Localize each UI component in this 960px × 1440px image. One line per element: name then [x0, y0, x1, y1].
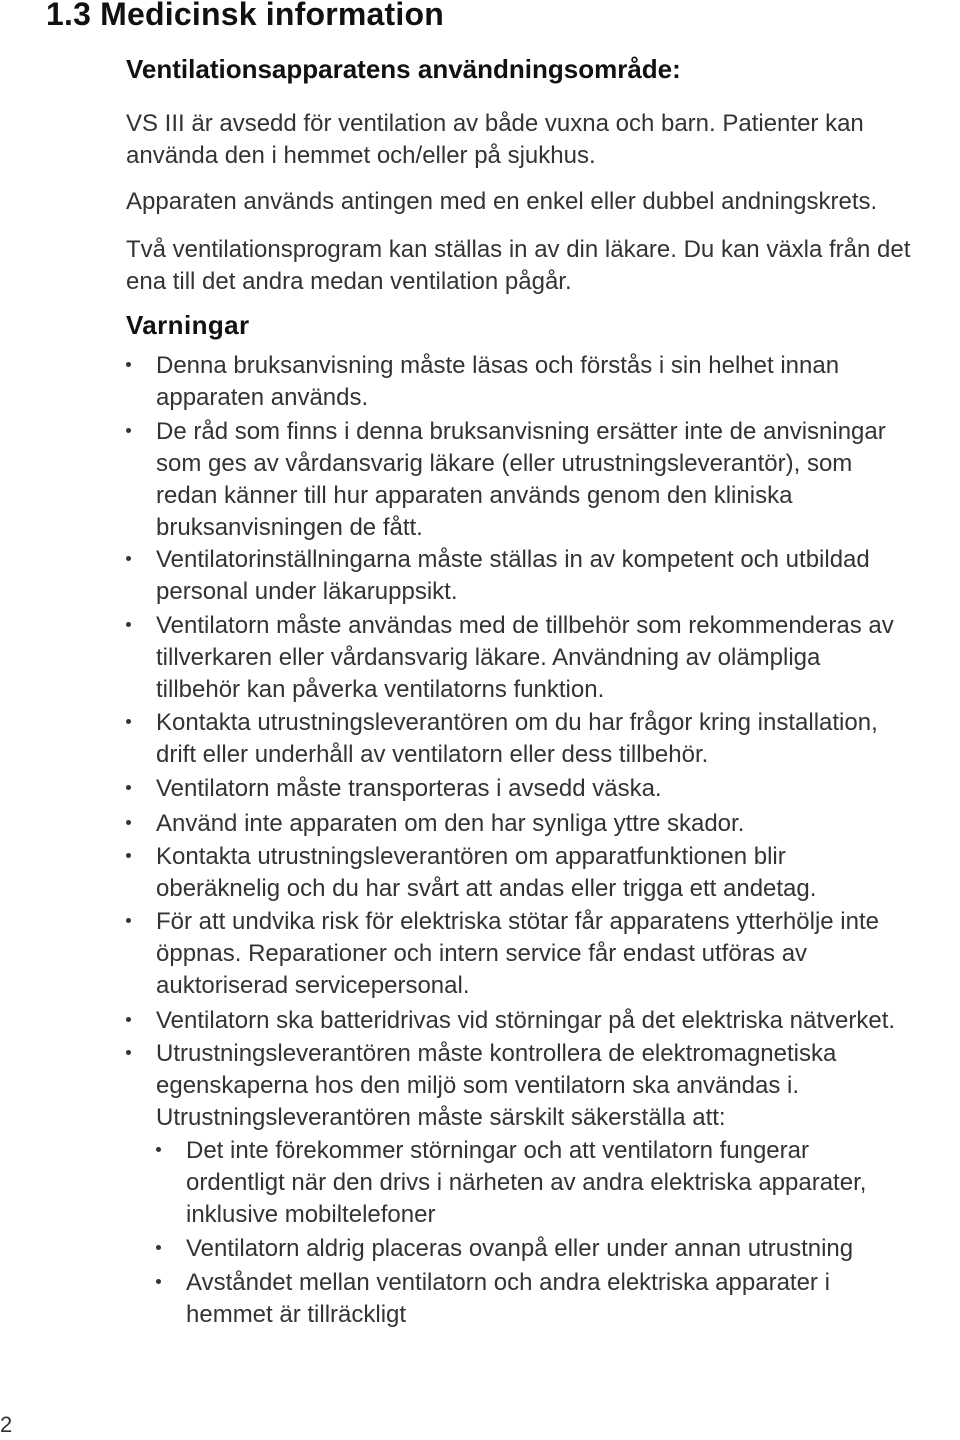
bullet-icon	[156, 1245, 161, 1250]
warning-text: För att undvika risk för elektriska stötar får apparatens ytterhölje inte öppnas. Reparationer och intern service får endast utföras av auktoriserad servicepersonal.	[156, 908, 879, 999]
usage-paragraph-patients: VS III är avsedd för ventilation av både vuxna och barn. Patienter kan använda den i hemmet och/eller på sjukhus.	[126, 110, 864, 169]
warning-text: Ventilatorn ska batteridrivas vid störningar på det elektriska nätverket.	[156, 1007, 896, 1034]
bullet-icon	[126, 428, 131, 433]
bullet-icon	[126, 1050, 131, 1055]
warning-text: Denna bruksanvisning måste läsas och förstås i sin helhet innan apparaten används.	[156, 352, 840, 411]
bullet-icon	[126, 785, 131, 790]
warning-text: Ventilatorn måste användas med de tillbehör som rekommenderas av tillverkaren eller vårdansvarig läkare. Användning av olämpliga tillbehör kan påverka ventilatorns funktion.	[156, 612, 894, 703]
bullet-icon	[126, 918, 131, 923]
bullet-icon	[126, 556, 131, 561]
bullet-icon	[126, 1017, 131, 1022]
page-number: 2	[0, 1412, 13, 1437]
warning-text: De råd som finns i denna bruksanvisning ersätter inte de anvisningar som ges av vårdansvarig läkare (eller utrustningsleverantör), som redan känner till hur apparaten används genom den kliniska bruksanvisningen de fått.	[156, 418, 886, 541]
warning-text: Ventilatorinställningarna måste ställas in av kompetent och utbildad personal under läkaruppsikt.	[156, 546, 870, 605]
warning-sub-text: Det inte förekommer störningar och att ventilatorn fungerar ordentligt när den drivs i närheten av andra elektriska apparater, inklusive mobiltelefoner	[186, 1137, 867, 1228]
bullet-icon	[126, 820, 131, 825]
usage-paragraph-circuits: Apparaten används antingen med en enkel eller dubbel andningskrets.	[126, 188, 878, 215]
warning-sub-text: Ventilatorn aldrig placeras ovanpå eller under annan utrustning	[186, 1235, 854, 1262]
bullet-icon	[156, 1147, 161, 1152]
usage-heading: Ventilationsapparatens användningsområde:	[126, 54, 681, 84]
warnings-heading: Varningar	[126, 310, 250, 340]
warning-text: Kontakta utrustningsleverantören om apparatfunktionen blir oberäknelig och du har svårt att andas eller trigga ett andetag.	[156, 843, 817, 902]
bullet-icon	[126, 853, 131, 858]
bullet-icon	[156, 1279, 161, 1284]
warning-sub-text: Avståndet mellan ventilatorn och andra elektriska apparater i hemmet är tillräckligt	[186, 1269, 830, 1328]
bullet-icon	[126, 362, 131, 367]
warning-text: Kontakta utrustningsleverantören om du har frågor kring installation, drift eller underhåll av ventilatorn eller dess tillbehör.	[156, 709, 878, 768]
warning-text: Utrustningsleverantören måste kontrollera de elektromagnetiska egenskaperna hos den miljö som ventilatorn ska användas i. Utrustningsleverantören måste särskilt säkerställa att:	[156, 1040, 837, 1131]
section-title: 1.3 Medicinsk information	[46, 0, 444, 32]
warning-text: Ventilatorn måste transporteras i avsedd väska.	[156, 775, 662, 802]
warning-text: Använd inte apparaten om den har synliga yttre skador.	[156, 810, 745, 837]
bullet-icon	[126, 719, 131, 724]
usage-paragraph-programs: Två ventilationsprogram kan ställas in av din läkare. Du kan växla från det ena till det andra medan ventilation pågår.	[126, 236, 911, 295]
bullet-icon	[126, 622, 131, 627]
